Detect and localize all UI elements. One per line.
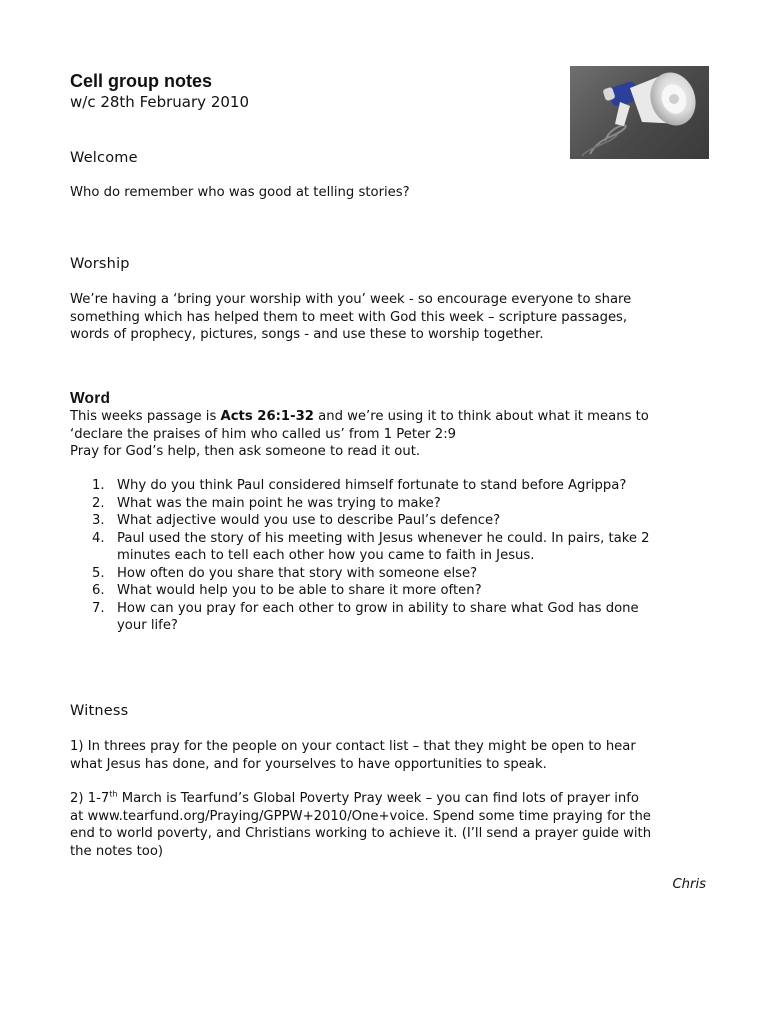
megaphone-photo — [570, 66, 709, 159]
witness-line — [70, 790, 720, 808]
megaphone-icon — [570, 66, 709, 159]
list-item — [70, 565, 720, 583]
question-text: How can you pray for each other to grow in ability to share what God has done — [117, 600, 639, 616]
list-number: 5. — [92, 565, 105, 581]
question-text: Paul used the story of his meeting with Jesus whenever he could. In pairs, take 2 — [117, 530, 650, 546]
worship-line: words of prophecy, pictures, songs - and use these to worship together. — [70, 327, 544, 342]
witness-line: what Jesus has done, and for yourselves to have opportunities to speak. — [70, 756, 547, 772]
list-item — [70, 512, 720, 530]
page-title: Cell group notes — [70, 71, 213, 91]
question-text: What was the main point he was trying to make? — [117, 495, 441, 511]
question-list — [70, 477, 720, 635]
list-number: 4. — [92, 530, 105, 546]
list-number: 2. — [92, 495, 105, 511]
question-text: minutes each to tell each other how you came to faith in Jesus. — [117, 548, 535, 563]
list-item — [70, 600, 720, 635]
witness-item-1 — [70, 738, 720, 773]
list-number: 7. — [92, 600, 105, 616]
witness-line: at www.tearfund.org/Praying/GPPW+2010/One+voice. Spend some time praying for the — [70, 808, 651, 824]
witness-item-2 — [70, 790, 720, 860]
witness-line: the notes too) — [70, 843, 164, 859]
date-range: 2) 1-7 — [70, 791, 110, 806]
list-number: 6. — [92, 583, 105, 598]
word-intro-line: Pray for God’s help, then ask someone to read it out. — [70, 444, 421, 459]
question-text: How often do you share that story with someone else? — [117, 565, 478, 581]
worship-paragraph — [70, 291, 710, 344]
question-text: What adjective would you use to describe Paul’s defence? — [117, 513, 501, 528]
worship-line: We’re having a ‘bring your worship with you’ week - so encourage everyone to share — [70, 292, 632, 307]
ordinal-suffix: th — [109, 789, 118, 799]
witness-heading: Witness — [70, 703, 129, 719]
list-item — [70, 582, 720, 600]
question-text: your life? — [117, 618, 178, 633]
list-item — [70, 530, 720, 565]
word-intro-line — [70, 408, 720, 426]
word-heading: Word — [70, 390, 111, 407]
witness-line: 1) In threes pray for the people on your contact list – that they might be open to hear — [70, 739, 636, 754]
list-item — [70, 495, 720, 513]
worship-line: something which has helped them to meet with God this week – scripture passages, — [70, 309, 628, 325]
word-intro — [70, 408, 720, 461]
list-item — [70, 477, 720, 495]
question-text: What would help you to be able to share it more often? — [117, 583, 482, 598]
scripture-reference: Acts 26:1-32 — [220, 409, 314, 424]
intro-prefix: This weeks passage is — [70, 409, 221, 424]
intro-suffix: and we’re using it to think about what it means to — [313, 409, 649, 424]
worship-heading: Worship — [70, 256, 130, 272]
witness-text: March is Tearfund’s Global Poverty Pray week – you can find lots of prayer info — [117, 791, 639, 806]
question-text: Why do you think Paul considered himself fortunate to stand before Agrippa? — [117, 478, 627, 493]
witness-line: end to world poverty, and Christians working to achieve it. (I’ll send a prayer guide with — [70, 826, 652, 841]
list-number: 1. — [92, 478, 105, 493]
welcome-text: Who do remember who was good at telling stories? — [70, 185, 410, 200]
page-subtitle: w/c 28th February 2010 — [70, 93, 249, 111]
welcome-heading: Welcome — [70, 150, 138, 166]
list-number: 3. — [92, 513, 105, 528]
signature: Chris — [672, 877, 706, 892]
word-intro-line: ‘declare the praises of him who called us’ from 1 Peter 2:9 — [70, 426, 457, 442]
